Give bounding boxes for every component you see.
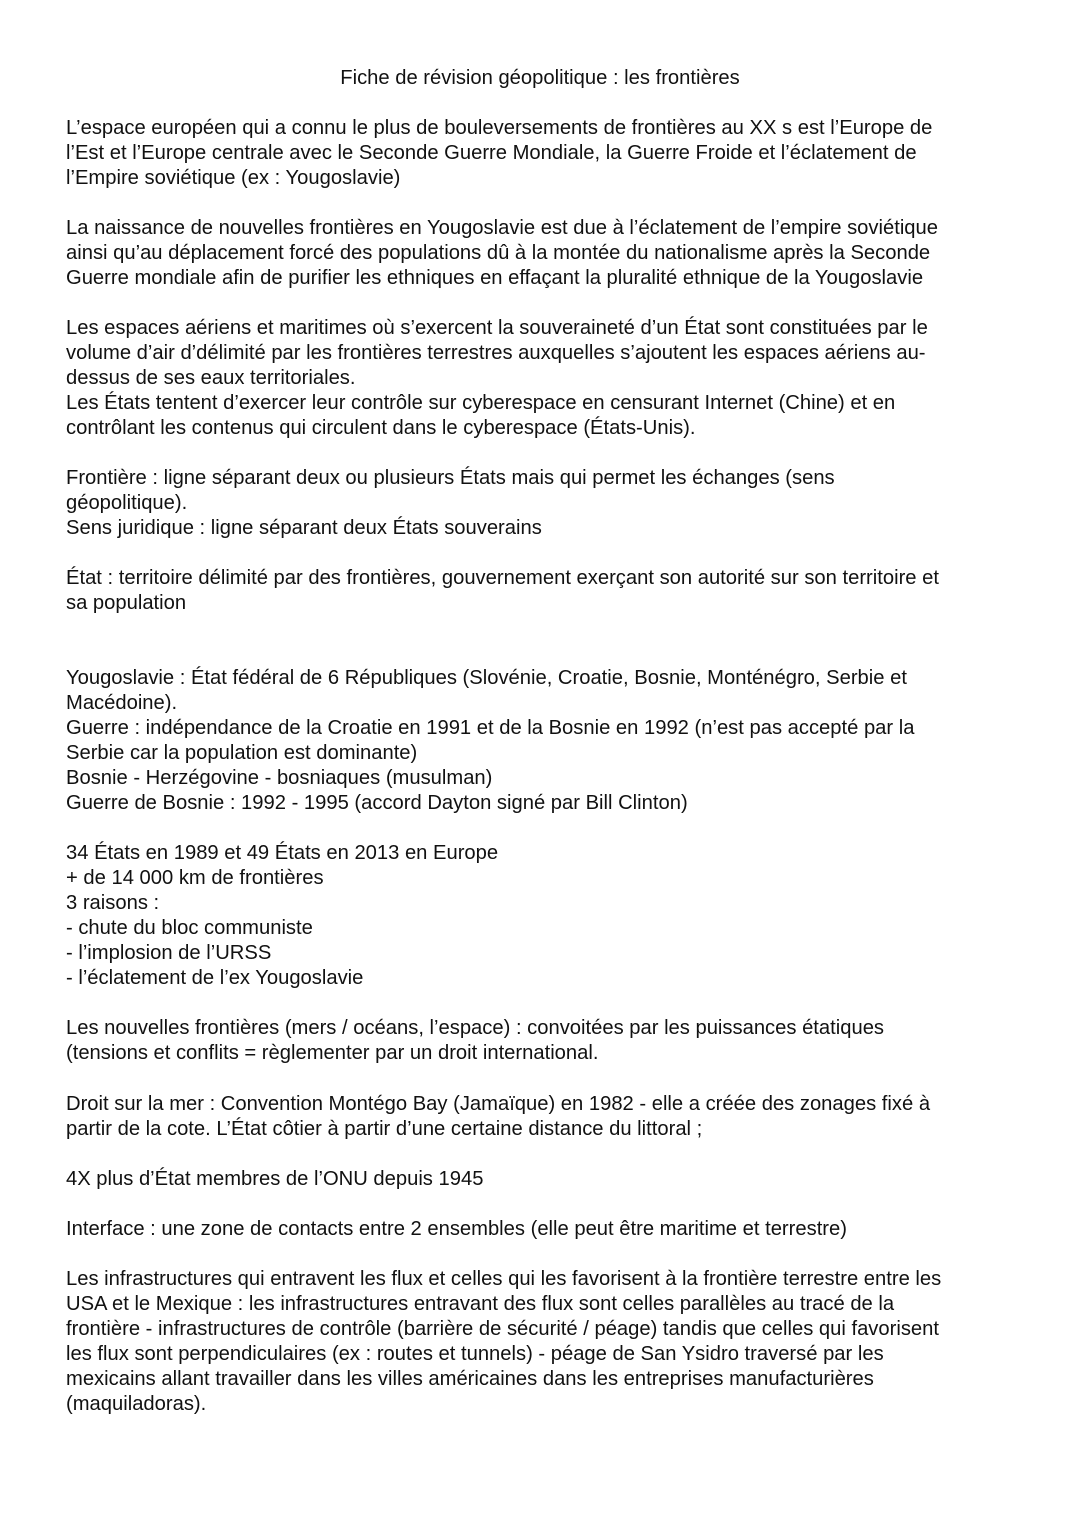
paragraph-state-counts <box>66 841 1026 991</box>
paragraph-yugoslavia-facts <box>66 666 1026 816</box>
text-line: Macédoine). <box>66 692 178 714</box>
text-line: dessus de ses eaux territoriales. <box>66 367 356 389</box>
text-line: mexicains allant travailler dans les villes américaines dans les entreprises manufacturières <box>66 1368 874 1390</box>
text-line: Guerre mondiale afin de purifier les ethniques en effaçant la pluralité ethnique de la Yougoslavie <box>66 267 924 289</box>
text-line: 3 raisons : <box>66 892 160 914</box>
text-line: Les nouvelles frontières (mers / océans, l’espace) : convoitées par les puissances étatiques <box>66 1017 885 1039</box>
text-line: Serbie car la population est dominante) <box>66 742 418 764</box>
text-line: 34 États en 1989 et 49 États en 2013 en Europe <box>66 842 499 864</box>
text-line: La naissance de nouvelles frontières en Yougoslavie est due à l’éclatement de l’empire soviétique <box>66 217 938 239</box>
text-line: USA et le Mexique : les infrastructures entravant des flux sont celles parallèles au tracé de la <box>66 1293 895 1315</box>
paragraph-europe-borders <box>66 116 1026 191</box>
text-line: sa population <box>66 592 187 614</box>
text-line: l’Est et l’Europe centrale avec le Seconde Guerre Mondiale, la Guerre Froide et l’éclatement de <box>66 142 917 164</box>
text-line: (tensions et conflits = règlementer par un droit international. <box>66 1042 599 1064</box>
paragraph-yugoslavia-borders <box>66 216 1026 291</box>
paragraph-un-members <box>66 1167 1026 1192</box>
paragraph-interface-definition <box>66 1217 1026 1242</box>
document-title: Fiche de révision géopolitique : les frontières <box>340 67 740 89</box>
text-line: État : territoire délimité par des frontières, gouvernement exerçant son autorité sur son territoire et <box>66 567 939 589</box>
text-line: partir de la cote. L’État côtier à partir d’une certaine distance du littoral ; <box>66 1118 703 1140</box>
paragraph-new-frontiers <box>66 1016 1026 1066</box>
text-line: frontière - infrastructures de contrôle (barrière de sécurité / péage) tandis que celles qui favorisent <box>66 1318 939 1340</box>
text-line: l’Empire soviétique (ex : Yougoslavie) <box>66 167 401 189</box>
paragraph-air-maritime-space <box>66 316 1026 441</box>
text-line: - l’éclatement de l’ex Yougoslavie <box>66 967 364 989</box>
text-line: - l’implosion de l’URSS <box>66 942 272 964</box>
paragraph-frontier-definition <box>66 466 1026 541</box>
text-line: ainsi qu’au déplacement forcé des populations dû à la montée du nationalisme après la Seconde <box>66 242 931 264</box>
text-line: L’espace européen qui a connu le plus de bouleversements de frontières au XX s est l’Europe de <box>66 117 933 139</box>
text-line: - chute du bloc communiste <box>66 917 313 939</box>
text-line: les flux sont perpendiculaires (ex : routes et tunnels) - péage de San Ysidro traversé par les <box>66 1343 884 1365</box>
text-line: Interface : une zone de contacts entre 2 ensembles (elle peut être maritime et terrestre) <box>66 1218 847 1240</box>
text-line: Frontière : ligne séparant deux ou plusieurs États mais qui permet les échanges (sens <box>66 467 835 489</box>
text-line: Guerre de Bosnie : 1992 - 1995 (accord Dayton signé par Bill Clinton) <box>66 792 688 814</box>
text-line: Yougoslavie : État fédéral de 6 Républiques (Slovénie, Croatie, Bosnie, Monténégro, Serbie et <box>66 667 907 689</box>
text-line: contrôlant les contenus qui circulent dans le cyberespace (États-Unis). <box>66 417 696 439</box>
paragraph-usa-mexico-infrastructure <box>66 1267 1026 1417</box>
text-line: Droit sur la mer : Convention Montégo Bay (Jamaïque) en 1982 - elle a créée des zonages fixé à <box>66 1093 931 1115</box>
paragraph-state-definition <box>66 566 1026 616</box>
text-line: Guerre : indépendance de la Croatie en 1991 et de la Bosnie en 1992 (n’est pas accepté par la <box>66 717 915 739</box>
text-line: Bosnie - Herzégovine - bosniaques (musulman) <box>66 767 493 789</box>
paragraph-sea-law <box>66 1092 1026 1142</box>
text-line: + de 14 000 km de frontières <box>66 867 324 889</box>
text-line: Les infrastructures qui entravent les flux et celles qui les favorisent à la frontière terrestre entre les <box>66 1268 942 1290</box>
text-line: volume d’air d’délimité par les frontières terrestres auxquelles s’ajoutent les espaces aériens au- <box>66 342 926 364</box>
text-line: 4X plus d’État membres de l’ONU depuis 1945 <box>66 1168 484 1190</box>
text-line: Les États tentent d’exercer leur contrôle sur cyberespace en censurant Internet (Chine) et en <box>66 392 896 414</box>
text-line: Sens juridique : ligne séparant deux États souverains <box>66 517 542 539</box>
text-line: géopolitique). <box>66 492 188 514</box>
text-line: (maquiladoras). <box>66 1393 207 1415</box>
text-line: Les espaces aériens et maritimes où s’exercent la souveraineté d’un État sont constituées par le <box>66 317 928 339</box>
